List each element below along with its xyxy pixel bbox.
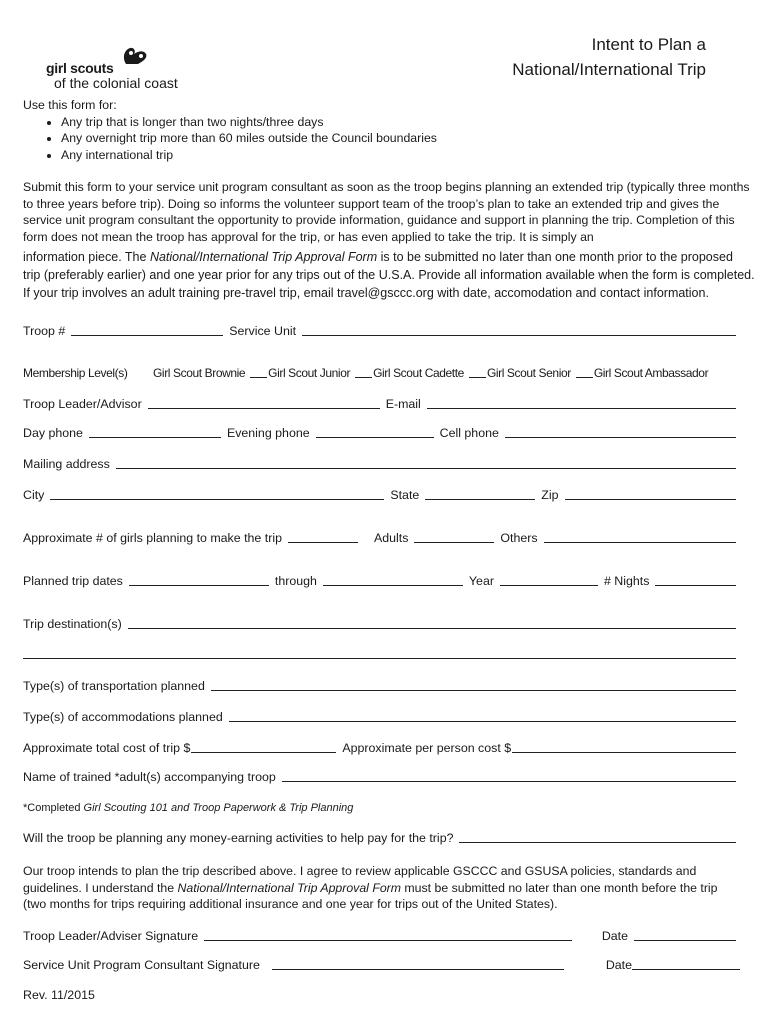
- row-costs: [23, 739, 742, 755]
- form-title-line-1: Intent to Plan a: [591, 35, 706, 54]
- evening-phone-field[interactable]: [316, 425, 434, 438]
- uses-section: [23, 97, 758, 163]
- row-destination: [23, 615, 742, 631]
- per-person-label: Approximate per person cost $: [342, 741, 512, 755]
- girls-label: Approximate # of girls planning to make the trip: [23, 531, 282, 545]
- money-field[interactable]: [459, 830, 736, 843]
- form-title-line-2: National/International Trip: [512, 60, 706, 79]
- state-field[interactable]: [425, 487, 535, 500]
- trained-adults-field[interactable]: [282, 769, 736, 782]
- city-field[interactable]: [50, 487, 384, 500]
- uses-list: [23, 114, 758, 164]
- total-cost-field[interactable]: [191, 740, 336, 753]
- trefoil-profiles-icon: [120, 42, 160, 66]
- form-title: [512, 32, 706, 82]
- consultant-date-label: Date: [605, 958, 632, 972]
- level-senior: Girl Scout Senior: [486, 366, 571, 380]
- adults-label: Adults: [373, 531, 409, 545]
- mailing-label: Mailing address: [23, 457, 110, 471]
- uses-item: • Any international trip: [61, 147, 758, 164]
- transport-label: Type(s) of transportation planned: [23, 679, 205, 693]
- level-cadette: Girl Scout Cadette: [373, 366, 464, 380]
- level-brownie: Girl Scout Brownie: [153, 366, 246, 380]
- consultant-signature-field[interactable]: [272, 957, 564, 970]
- transport-field[interactable]: [211, 678, 736, 691]
- others-label: Others: [500, 531, 538, 545]
- start-date-field[interactable]: [129, 573, 269, 586]
- trained-note: *Completed Girl Scouting 101 and Troop Paperwork & Trip Planning: [23, 802, 354, 814]
- row-dates: [23, 572, 742, 588]
- zip-label: Zip: [541, 488, 559, 502]
- destination-label: Trip destination(s): [23, 617, 122, 631]
- instructions-p3: trip (preferably earlier) and one year prior for any trips out of the U.S.A. Provide all information available when the form is completed.: [23, 268, 755, 282]
- row-membership: [23, 364, 734, 380]
- consultant-date-field[interactable]: [632, 957, 740, 970]
- evening-phone-label: Evening phone: [226, 426, 310, 440]
- destination-field[interactable]: [128, 616, 736, 629]
- cell-phone-label: Cell phone: [439, 426, 499, 440]
- service-unit-label: Service Unit: [229, 324, 297, 338]
- leader-signature-field[interactable]: [204, 928, 572, 941]
- logo-line-2: of the colonial coast: [54, 75, 178, 91]
- mailing-field[interactable]: [116, 456, 736, 469]
- row-transport: [23, 677, 742, 693]
- instructions-cont: [23, 248, 758, 302]
- row-leader: [23, 395, 742, 411]
- money-label: Will the troop be planning any money-earning activities to help pay for the trip?: [23, 831, 454, 845]
- through-label: through: [274, 574, 317, 588]
- email-label: E-mail: [385, 397, 421, 411]
- accommodations-label: Type(s) of accommodations planned: [23, 710, 223, 724]
- end-date-field[interactable]: [323, 573, 463, 586]
- state-label: State: [390, 488, 420, 502]
- troop-label: Troop #: [23, 324, 66, 338]
- row-participants: [23, 529, 742, 545]
- row-trained-adults: [23, 768, 742, 784]
- day-phone-label: Day phone: [23, 426, 83, 440]
- level-senior-checkline[interactable]: [469, 365, 486, 378]
- row-city: [23, 486, 742, 502]
- leader-field[interactable]: [148, 396, 380, 409]
- leader-date-label: Date: [601, 929, 628, 943]
- year-label: Year: [468, 574, 494, 588]
- uses-intro: Use this form for:: [23, 98, 117, 112]
- email-field[interactable]: [427, 396, 736, 409]
- year-field[interactable]: [500, 573, 598, 586]
- row-accommodations: [23, 708, 742, 724]
- row-phones: [23, 424, 742, 440]
- zip-field[interactable]: [565, 487, 737, 500]
- instructions-p2: information piece. The National/International Trip Approval Form is to be submitted no later than one month prior to the proposed: [23, 250, 733, 264]
- day-phone-field[interactable]: [89, 425, 221, 438]
- level-ambassador: Girl Scout Ambassador: [593, 366, 709, 380]
- trained-adults-label: Name of trained *adult(s) accompanying troop: [23, 770, 276, 784]
- row-destination-2: [23, 645, 742, 661]
- adults-field[interactable]: [414, 530, 494, 543]
- troop-field[interactable]: [71, 323, 223, 336]
- instructions: [23, 179, 758, 245]
- row-money: [23, 829, 742, 845]
- leader-label: Troop Leader/Advisor: [23, 397, 142, 411]
- instructions-p1: Submit this form to your service unit program consultant as soon as the troop begins planning an extended trip (typically three months to three years before trip). Doing so informs the volunteer support team of the troop’s plan to take an extended trip and gives the service unit program consultant the opportunity to provide information, guidance and support in planning the trip. Completion of this form does not mean the troop has approval for the trip, or has even applied to take the trip. It is simply an: [23, 180, 750, 244]
- instructions-p4: If your trip involves an adult training pre-travel trip, email travel@gsccc.org with date, accomodation and contact information.: [23, 286, 709, 300]
- total-cost-label: Approximate total cost of trip $: [23, 741, 191, 755]
- leader-signature-label: Troop Leader/Adviser Signature: [23, 929, 199, 943]
- level-junior-checkline[interactable]: [250, 365, 267, 378]
- service-unit-field[interactable]: [302, 323, 736, 336]
- nights-label: # Nights: [603, 574, 650, 588]
- uses-item: • Any overnight trip more than 60 miles outside the Council boundaries: [61, 130, 758, 147]
- girl-scouts-logo: [40, 42, 200, 92]
- uses-item: • Any trip that is longer than two nights/three days: [61, 114, 758, 131]
- level-ambassador-checkline[interactable]: [576, 365, 593, 378]
- membership-label: Membership Level(s): [23, 366, 128, 380]
- accommodations-field[interactable]: [229, 709, 736, 722]
- row-troop: [23, 322, 742, 338]
- agreement-text: Our troop intends to plan the trip described above. I agree to review applicable GSCCC and GSUSA policies, standards and guidelines. I understand the National/International Trip Approval Form must be submitted no later than one month before the trip (two months for trips requiring additional insurance and one year for trips out of the United States).: [23, 864, 718, 911]
- logo-line-1: girl scouts: [46, 60, 114, 76]
- row-consultant-signature: [23, 956, 746, 972]
- level-junior: Girl Scout Junior: [268, 366, 351, 380]
- girls-field[interactable]: [288, 530, 358, 543]
- others-field[interactable]: [544, 530, 736, 543]
- row-mailing: [23, 455, 742, 471]
- city-label: City: [23, 488, 45, 502]
- destination-field-line-2[interactable]: [23, 646, 736, 659]
- level-cadette-checkline[interactable]: [355, 365, 372, 378]
- per-person-field[interactable]: [512, 740, 736, 753]
- consultant-signature-label: Service Unit Program Consultant Signature: [23, 958, 260, 972]
- revision: Rev. 11/2015: [23, 988, 95, 1002]
- leader-date-field[interactable]: [634, 928, 736, 941]
- cell-phone-field[interactable]: [505, 425, 736, 438]
- dates-label: Planned trip dates: [23, 574, 123, 588]
- nights-field[interactable]: [655, 573, 736, 586]
- row-leader-signature: [23, 927, 742, 943]
